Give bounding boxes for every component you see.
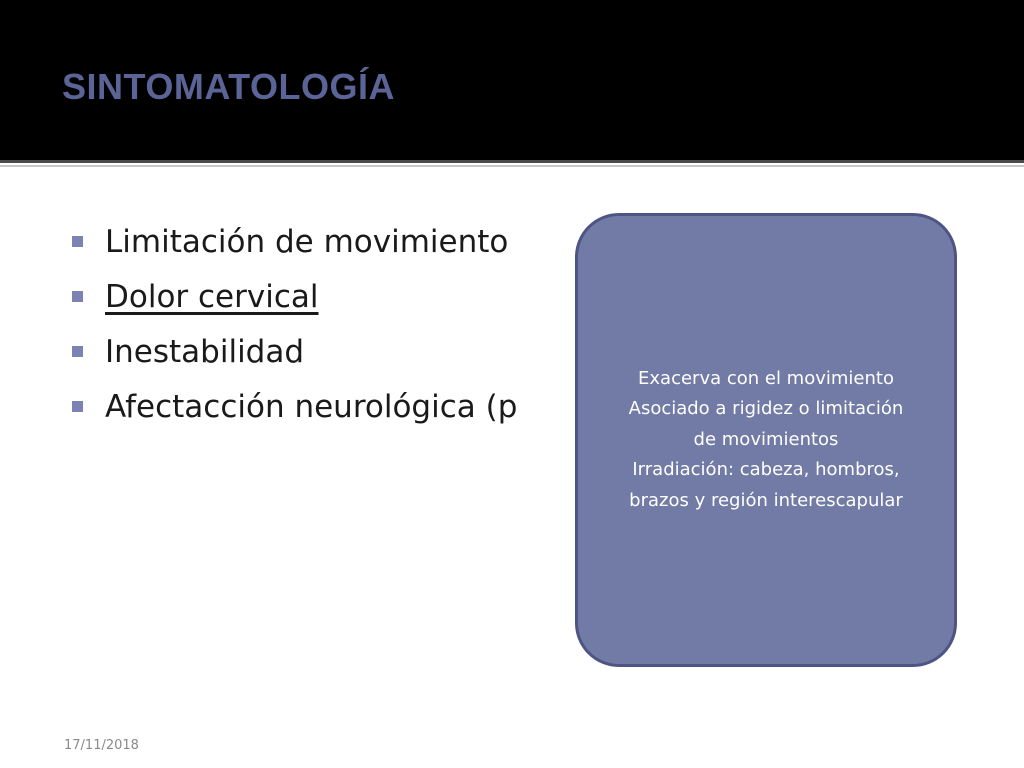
- square-bullet-icon: [72, 291, 83, 302]
- bullet-item-limitacion: [72, 214, 592, 269]
- footer-date: 17/11/2018: [64, 738, 139, 753]
- square-bullet-icon: [72, 346, 83, 357]
- callout-line: Irradiación: cabeza, hombros,: [632, 459, 900, 481]
- bullet-item-dolor-cervical[interactable]: [72, 269, 592, 324]
- header-divider-light: [0, 165, 1024, 167]
- bullet-item-afectaccion: [72, 379, 592, 434]
- bullet-list: [72, 214, 592, 434]
- bullet-text: Afectacción neurológica (p: [105, 388, 518, 425]
- callout-line: Exacerva con el movimiento: [638, 367, 894, 389]
- callout-box: [575, 213, 957, 667]
- square-bullet-icon: [72, 401, 83, 412]
- callout-line: Asociado a rigidez o limitación: [628, 398, 904, 420]
- bullet-text: Inestabilidad: [105, 333, 305, 370]
- bullet-link-text[interactable]: Dolor cervical: [105, 278, 319, 315]
- callout-line: de movimientos: [693, 428, 839, 450]
- square-bullet-icon: [72, 236, 83, 247]
- bullet-item-inestabilidad: [72, 324, 592, 379]
- callout-line: brazos y región interescapular: [629, 489, 903, 511]
- bullet-text: Limitación de movimiento: [105, 223, 509, 260]
- header-divider: [0, 160, 1024, 163]
- slide-title: SINTOMATOLOGÍA: [62, 66, 396, 107]
